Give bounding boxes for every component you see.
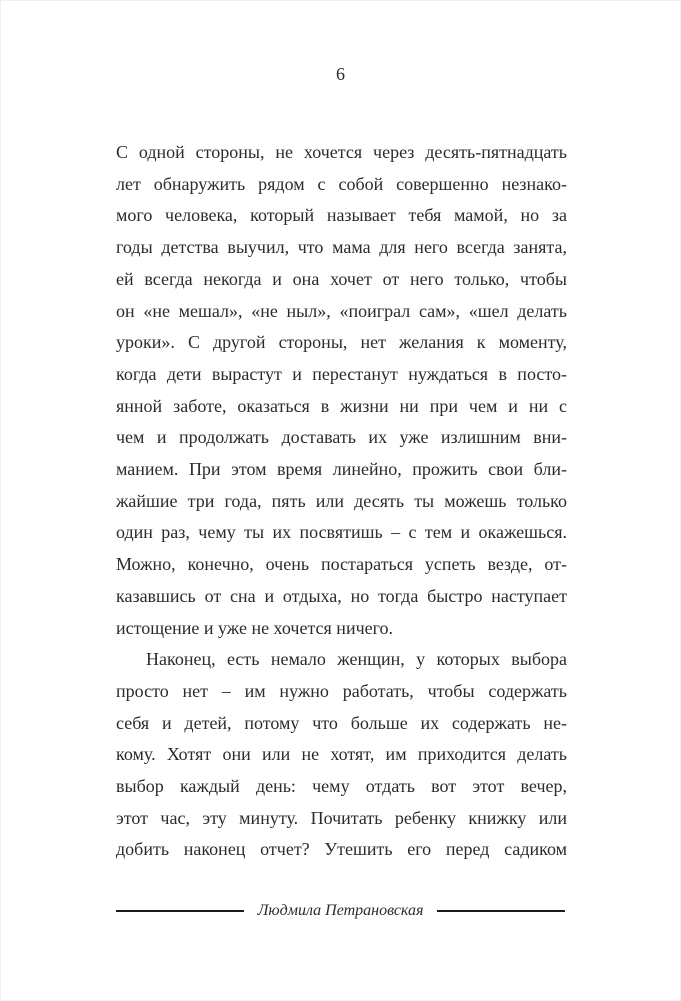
text-line: жайшие три года, пять или десять ты можешь только [116,490,567,511]
page-number: 6 [336,64,345,84]
text-line: казавшись от сна и отдыха, но тогда быстро наступает [116,585,567,606]
text-line: кому. Хотят они или не хотят, им приходится делать [116,744,567,765]
text-line: годы детства выучил, что мама для него всегда занята, [116,237,567,258]
text-line: истощение и уже не хочется ничего. [116,617,394,638]
footer-author: Людмила Петрановская [257,902,424,919]
text-line: добить наконец отчет? Утешить его перед садиком [116,839,567,860]
text-line: лет обнаружить рядом с собой совершенно незнако- [116,173,567,194]
text-line: просто нет – им нужно работать, чтобы содержать [116,680,567,701]
text-line: манием. При этом время линейно, прожить свои бли- [116,459,567,480]
text-line: мого человека, который называет тебя мамой, но за [116,205,567,226]
text-line: Можно, конечно, очень постараться успеть везде, от- [116,554,567,575]
text-line: себя и детей, потому что больше их содержать не- [116,712,567,733]
text-line: С одной стороны, не хочется через десять-пятнадцать [116,142,567,162]
text-line: один раз, чему ты их посвятишь – с тем и окажешься. [116,522,567,543]
footer-rule-left [116,910,244,912]
text-line: он «не мешал», «не ныл», «поиграл сам», «шел делать [116,300,567,321]
footer-rule-right [437,910,565,912]
text-line: янной заботе, оказаться в жизни ни при чем и ни с [116,395,567,416]
text-block [116,137,567,866]
text-line: уроки». С другой стороны, нет желания к моменту, [116,332,567,353]
text-line: Наконец, есть немало женщин, у которых выбора [146,649,567,670]
text-line: этот час, эту минуту. Почитать ребенку книжку или [116,807,567,828]
text-line: ей всегда некогда и она хочет от него только, чтобы [116,268,567,289]
footer [116,902,565,920]
text-line: выбор каждый день: чему отдать вот этот вечер, [116,776,567,797]
text-line: когда дети вырастут и перестанут нуждаться в посто- [116,363,567,384]
text-line: чем и продолжать доставать их уже излишним вни- [116,427,567,448]
